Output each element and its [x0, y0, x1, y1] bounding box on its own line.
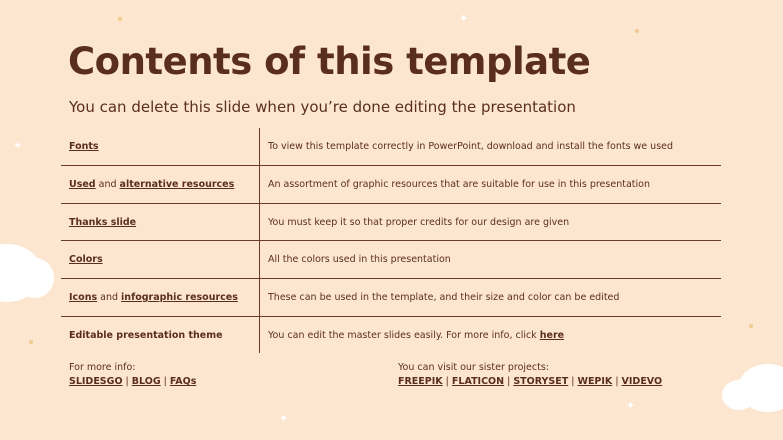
- decor-dot: [118, 17, 122, 21]
- footer-sister-projects: [398, 361, 662, 389]
- footer-sister-projects-links: [398, 375, 662, 389]
- footer-link-flaticon[interactable]: FLATICON: [451, 376, 505, 387]
- resource-link[interactable]: Colors: [69, 254, 103, 266]
- resource-link[interactable]: Fonts: [69, 141, 99, 152]
- table-cell-resource: [61, 317, 260, 354]
- footer-link-freepik[interactable]: FREEPIK: [398, 376, 443, 387]
- slide-subtitle: You can delete this slide when you’re done editing the presentation: [69, 98, 576, 116]
- description-text: You can edit the master slides easily. For more info, click: [268, 329, 540, 341]
- table-row: [61, 204, 721, 242]
- table-cell-description: [260, 217, 569, 228]
- sparkle-icon: ✦: [279, 412, 289, 425]
- table-cell-resource: [61, 279, 260, 316]
- footer-link-blog[interactable]: BLOG: [131, 376, 161, 387]
- table-cell-resource: [61, 204, 260, 241]
- table-cell-description: [260, 141, 673, 152]
- table-row: [61, 279, 721, 317]
- sparkle-icon: ✦: [459, 12, 469, 25]
- resource-link[interactable]: Icons: [69, 291, 98, 303]
- footer-sister-projects-label: You can visit our sister projects:: [398, 362, 549, 373]
- resource-link[interactable]: Used: [69, 178, 96, 190]
- sparkle-icon: ✦: [13, 139, 23, 152]
- table-row: [61, 166, 721, 204]
- here-link[interactable]: here: [539, 329, 565, 341]
- decor-dot: [29, 340, 33, 344]
- resource-label: Editable presentation theme: [69, 329, 223, 341]
- link-separator: |: [568, 376, 578, 387]
- link-separator: |: [160, 376, 170, 387]
- description-text: All the colors used in this presentation: [268, 254, 451, 266]
- decor-dot: [635, 29, 639, 33]
- footer-more-info: [69, 361, 196, 389]
- resource-link[interactable]: infographic resources: [121, 291, 238, 303]
- footer-more-info-label: For more info:: [69, 362, 136, 373]
- table-row: [61, 241, 721, 279]
- link-separator: |: [612, 376, 622, 387]
- description-text: You must keep it so that proper credits for our design are given: [268, 216, 570, 228]
- sparkle-icon: ✦: [626, 399, 636, 412]
- table-cell-description: [260, 292, 619, 303]
- table-cell-resource: [61, 128, 260, 165]
- table-cell-description: [260, 330, 564, 341]
- decor-dot: [749, 324, 753, 328]
- resource-link[interactable]: Thanks slide: [69, 216, 137, 228]
- resource-link[interactable]: alternative resources: [119, 178, 235, 190]
- resource-label: and: [97, 291, 122, 303]
- table-cell-resource: [61, 241, 260, 278]
- table-cell-description: [260, 179, 650, 190]
- footer-link-videvo[interactable]: VIDEVO: [621, 376, 663, 387]
- table-row: [61, 128, 721, 166]
- description-text: To view this template correctly in PowerPoint, download and install the fonts we used: [268, 141, 674, 152]
- link-separator: |: [122, 376, 132, 387]
- description-text: An assortment of graphic resources that are suitable for use in this presentation: [268, 178, 650, 190]
- table-cell-resource: [61, 166, 260, 203]
- footer-link-slidesgo[interactable]: SLIDESGO: [69, 376, 123, 387]
- description-text: These can be used in the template, and their size and color can be edited: [268, 291, 620, 303]
- table-row: [61, 317, 721, 354]
- link-separator: |: [442, 376, 452, 387]
- link-separator: |: [504, 376, 514, 387]
- slide-title: Contents of this template: [68, 40, 591, 83]
- table-cell-description: [260, 254, 451, 265]
- footer-link-storyset[interactable]: STORYSET: [513, 376, 569, 387]
- cloud-left-decoration-part: [16, 258, 54, 298]
- footer-link-wepik[interactable]: WEPIK: [577, 376, 613, 387]
- footer-more-info-links: [69, 375, 196, 389]
- cloud-right-decoration-part: [722, 380, 756, 410]
- contents-table: [61, 128, 721, 353]
- footer-link-faqs[interactable]: FAQs: [169, 376, 197, 387]
- resource-label: and: [95, 178, 120, 190]
